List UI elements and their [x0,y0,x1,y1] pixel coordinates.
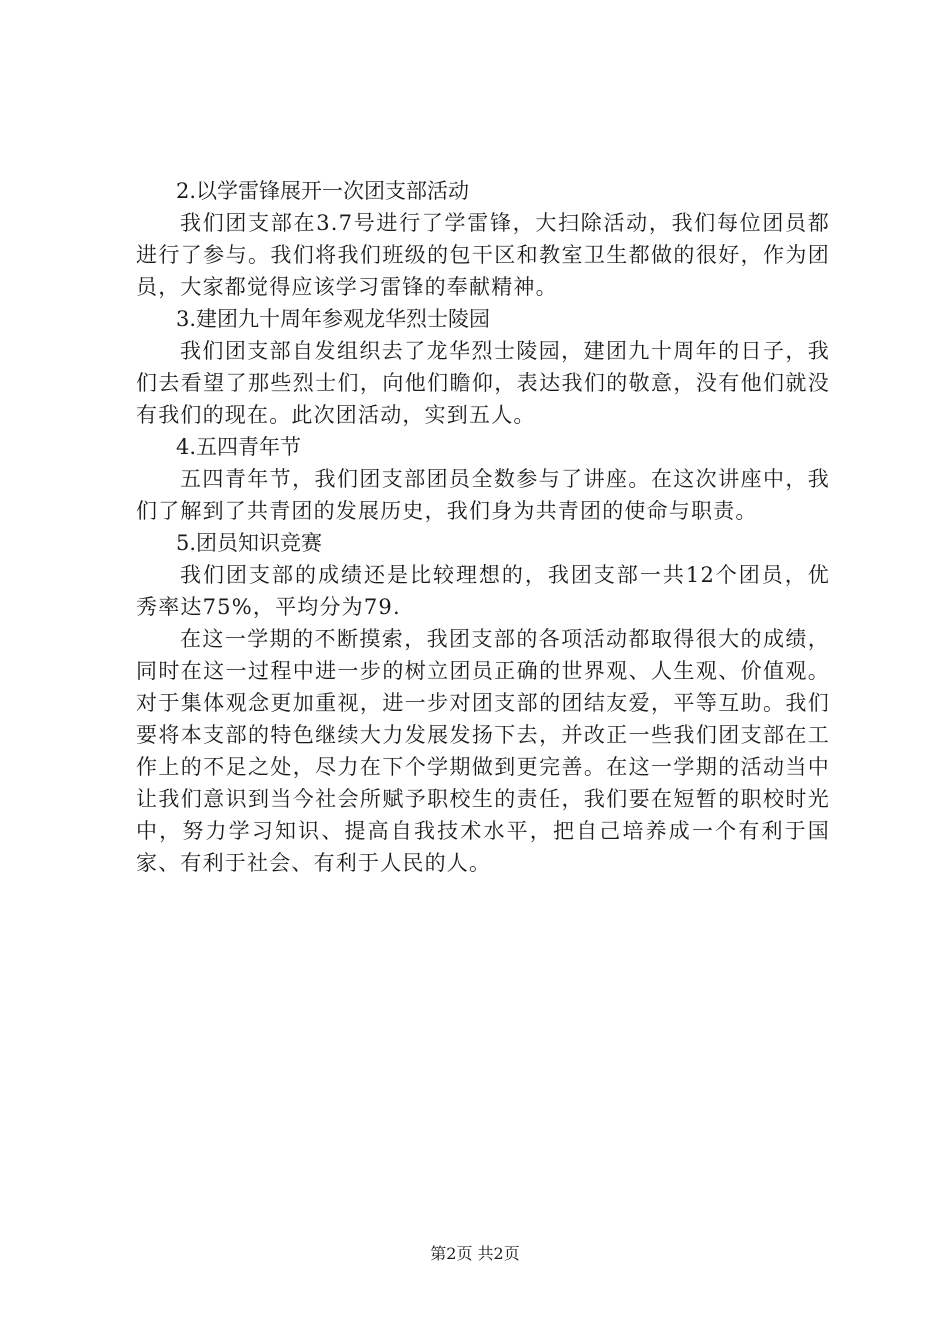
page-number-footer: 第2页 共2页 [430,1244,520,1263]
section-heading-knowledge-contest: 5.团员知识竞赛 [176,531,323,555]
section-paragraph-lei-feng: 我们团支部在3.7号进行了学雷锋，大扫除活动，我们每位团员都进行了参与。我们将我们班级的包干区和教室卫生都做的很好，作为团员，大家都觉得应该学习雷锋的奉献精神。 [136,211,830,299]
section-heading-youth-day: 4.五四青年节 [176,435,302,459]
section-paragraph-youth-day: 五四青年节，我们团支部团员全数参与了讲座。在这次讲座中，我们了解到了共青团的发展历史，我们身为共青团的使命与职责。 [136,467,830,523]
section-heading-lei-feng: 2.以学雷锋展开一次团支部活动 [176,179,470,203]
section-paragraph-knowledge-contest: 我们团支部的成绩还是比较理想的，我团支部一共12个团员，优秀率达75%，平均分为79. [136,563,830,619]
section-paragraph-longhua: 我们团支部自发组织去了龙华烈士陵园，建团九十周年的日子，我们去看望了那些烈士们，向他们瞻仰，表达我们的敬意，没有他们就没有我们的现在。此次团活动，实到五人。 [136,339,830,427]
conclusion-paragraph: 在这一学期的不断摸索，我团支部的各项活动都取得很大的成绩，同时在这一过程中进一步的树立团员正确的世界观、人生观、价值观。对于集体观念更加重视，进一步对团支部的团结友爱，平等互助。我们要将本支部的特色继续大力发展发扬下去，并改正一些我们团支部在工作上的不足之处，尽力在下个学期做到更完善。在这一学期的活动当中让我们意识到当今社会所赋予职校生的责任，我们要在短暂的职校时光中，努力学习知识、提高自我技术水平，把自己培养成一个有利于国家、有利于社会、有利于人民的人。 [136,627,830,875]
section-heading-longhua: 3.建团九十周年参观龙华烈士陵园 [176,307,491,331]
document-body [136,175,830,879]
